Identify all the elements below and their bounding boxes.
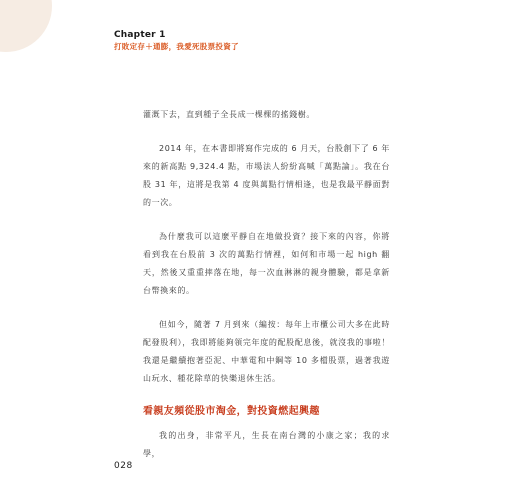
chapter-label: Chapter 1 bbox=[114, 30, 166, 40]
paragraph-5: 我的出身，非常平凡，生長在南台灣的小康之家；我的求學， bbox=[143, 431, 390, 458]
paragraph-4: 但如今，隨著 7 月到來（編按：每年上市櫃公司大多在此時配發股利），我即將能夠領完年度的配股配息後，就沒我的事啦！我還是繼續抱著亞泥、中華電和中鋼等 10 多檔股票，過著我遊山玩水、種花除草的快樂退休生活。 bbox=[143, 320, 390, 383]
chapter-title: 打敗定存＋通膨，我愛死股票投資了 bbox=[114, 42, 239, 51]
paragraph-2: 2014 年，在本書即將寫作完成的 6 月天，台股創下了 6 年來的新高點 9,324.4 點，市場法人紛紛高喊「萬點論」。我在台股 31 年，這將是我第 4 度與萬點行情相逢，也是我最平靜面對的一次。 bbox=[143, 144, 390, 207]
page-body bbox=[143, 106, 390, 463]
running-header bbox=[114, 30, 239, 52]
page-number: 028 bbox=[114, 461, 133, 471]
section-heading: 看親友頻從股市淘金，對投資燃起興趣 bbox=[143, 406, 320, 417]
paragraph-1: 灌溉下去，直到種子全長成一棵棵的搖錢樹。 bbox=[143, 110, 315, 119]
paragraph-3: 為什麼我可以這麼平靜自在地做投資？接下來的內容，你將看到我在台股前 3 次的萬點行情裡，如何和市場一起 high 翻天，然後又重重摔落在地，每一次血淋淋的親身體驗，都是拿新台幣換來的。 bbox=[143, 232, 390, 295]
corner-decoration bbox=[0, 0, 52, 52]
